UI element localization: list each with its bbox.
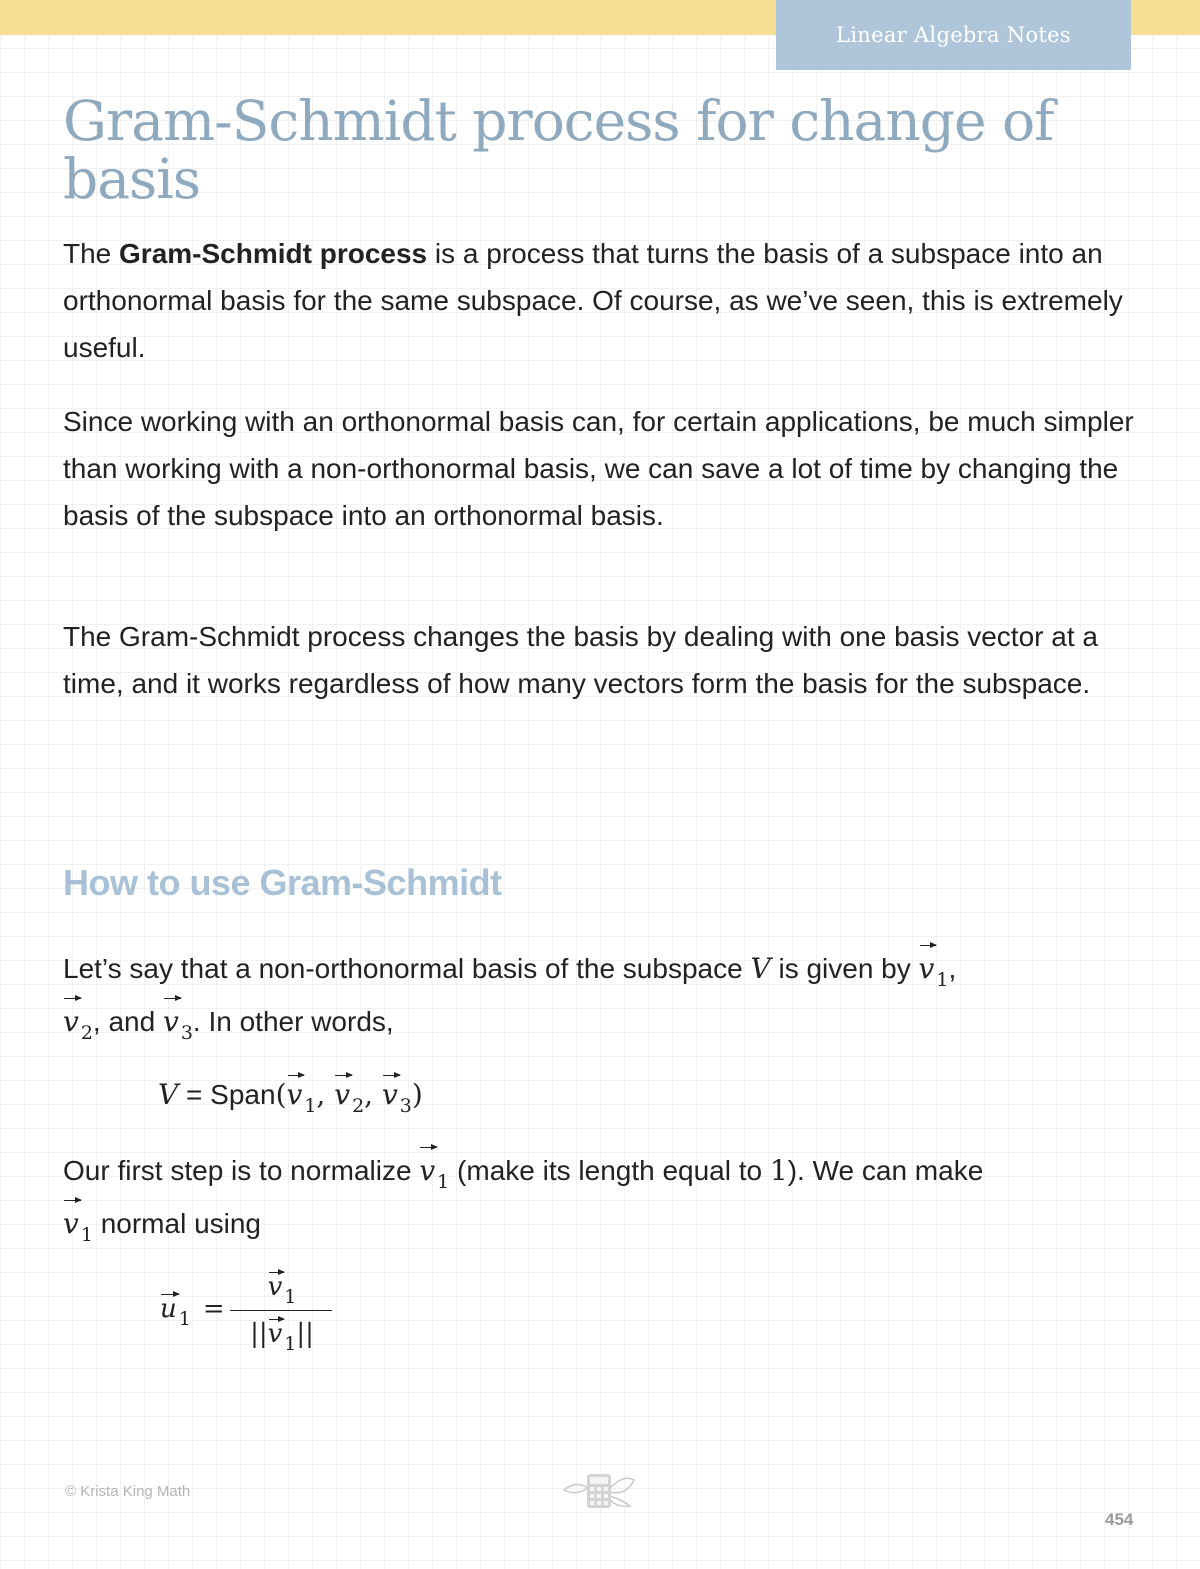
span-equation: V = Span(v $_1$, v $_2$, v $_3$) (158, 1073, 423, 1118)
text-run: ). We can make (787, 1155, 984, 1186)
header-tab: Linear Algebra Notes (776, 0, 1131, 70)
math-V: V (158, 1078, 179, 1111)
intro-p1-bold-term: Gram-Schmidt process (119, 238, 428, 269)
vector-v: v (287, 1073, 303, 1115)
section-heading: How to use Gram-Schmidt (63, 862, 502, 903)
subscript: 1 (936, 969, 949, 991)
vector-v: v (163, 996, 179, 1046)
equals-sign: = (178, 1079, 211, 1110)
vector-v: v (419, 1145, 435, 1195)
text-run: (make its length equal to (449, 1155, 770, 1186)
vector-u: u (160, 1294, 177, 1324)
intro-paragraph-3: The Gram-Schmidt process changes the basis by dealing with one basis vector at a time, and it works regardless of how many vectors form the basis for the subspace. (63, 621, 1098, 699)
vector-v: v (63, 996, 79, 1046)
page-number: 454 (1105, 1510, 1134, 1529)
intro-paragraph-1 (63, 230, 1138, 371)
text-run: , and (92, 1006, 163, 1037)
subscript: 1 (80, 1224, 93, 1246)
subscript: 3 (180, 1022, 193, 1044)
subscript: 2 (352, 1095, 365, 1117)
fraction-bar (230, 1310, 332, 1311)
text-run: is given by (770, 953, 919, 984)
text-run: Let’s say that a non-orthonormal basis of the subspace (63, 953, 751, 984)
text-run: . In other words, (192, 1006, 394, 1037)
math-one: 1 (769, 1154, 788, 1187)
subscript: 1 (284, 1333, 297, 1355)
fraction-denominator (232, 1317, 332, 1355)
norm-bars: || (296, 1319, 314, 1349)
paren: ( (275, 1078, 287, 1111)
math-V: V (750, 952, 771, 985)
subscript: 1 (178, 1308, 191, 1330)
norm-bars: || (250, 1319, 268, 1349)
page-title: Gram-Schmidt process for change of basis (63, 89, 1054, 211)
section-paragraph-2 (63, 1145, 1138, 1251)
intro-p1-start: The (63, 238, 120, 269)
equals-sign: = (202, 1294, 225, 1324)
subscript: 2 (80, 1022, 93, 1044)
subscript: 1 (304, 1095, 317, 1117)
paren: ) (411, 1078, 423, 1111)
subscript: 3 (399, 1095, 412, 1117)
vector-v: v (334, 1073, 350, 1115)
intro-paragraph-2: Since working with an orthonormal basis can, for certain applications, be much simpler than working with a non-orthonormal basis, we can save a lot of time by changing the basis of the subspace into an orthonormal basis. (63, 406, 1134, 531)
text-run: Our first step is to normalize (63, 1155, 420, 1186)
vector-v: v (919, 943, 935, 993)
subscript: 1 (437, 1171, 450, 1193)
vector-v: v (382, 1073, 398, 1115)
text-run: normal using (92, 1208, 262, 1239)
footer-copyright: © Krista King Math (65, 1483, 191, 1500)
section-paragraph-1: Let’s say that a non-orthonormal basis of the subspace V is given by v $_1$, v $_2$, and v $_3$. In other words, (63, 943, 1138, 1049)
vector-v: v (267, 1272, 283, 1302)
fraction-numerator (232, 1270, 332, 1308)
subscript: 1 (284, 1286, 297, 1308)
calculator-leaf-logo-icon (562, 1470, 636, 1517)
vector-v: v (63, 1198, 79, 1248)
intro-p1-rest: is a process that turns the basis of a subspace into an orthonormal basis for the same subspace. Of course, as we’ve seen, this is extremely useful. (63, 238, 1123, 363)
vector-v: v (267, 1319, 283, 1349)
span-word: Span (210, 1079, 276, 1110)
